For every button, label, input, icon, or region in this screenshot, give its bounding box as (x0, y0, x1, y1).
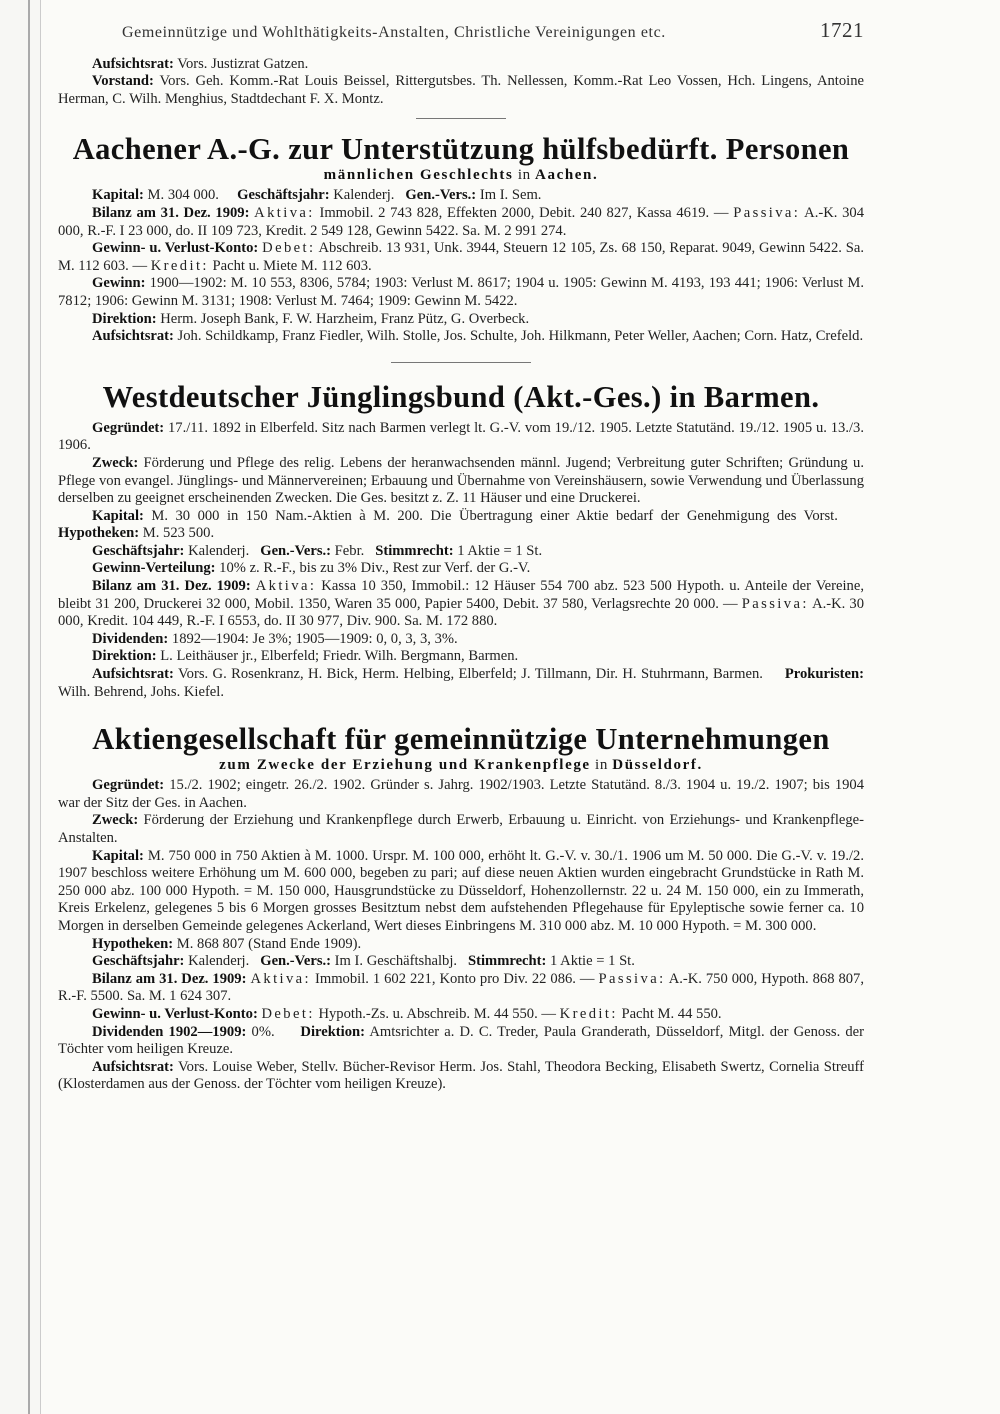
entry2-title: Westdeutscher Jünglingsbund (Akt.-Ges.) in Barmen. (102, 379, 820, 414)
entry3-dividenden-direktion: Dividenden 1902—1909: 0%. Direktion: Amtsrichter a. D. C. Treder, Paula Granderath, Düsseldorf, Mitgl. der Genoss. der Töchter vom heiligen Kreuze. (58, 1023, 865, 1058)
entry3-hypotheken: Hypotheken: M. 868 807 (Stand Ende 1909). (92, 935, 362, 952)
entry3-aufsichtsrat: Aufsichtsrat: Vors. Louise Weber, Stellv. Bücher-Revisor Herm. Jos. Stahl, Theodora Becking, Elisabeth Swertz, Cornelia Streuff (Klosterdamen aus der Genoss. der Töchter vom heiligen Kreuze). (58, 1058, 864, 1093)
section-gap (58, 701, 864, 723)
entry1-gewinn: Gewinn: 1900—1902: M. 10 553, 8306, 5784; 1903: Verlust M. 8617; 1904 u. 1905: Gewinn M. 4193, 193 441; 1906: Verlust M. 7812; 1906: Gewinn M. 3131; 1908: Verlust M. 7464; 1909: Gewinn M. 5422. (58, 275, 864, 309)
prev-aufsichtsrat: Aufsichtsrat: Vors. Justizrat Gatzen. (92, 55, 309, 72)
entry3-geschaeftsjahr-line: Geschäftsjahr: Kalenderj. Gen.-Vers.: Im I. Geschäftshalbj. Stimmrecht: 1 Aktie = 1 St. (92, 953, 635, 970)
entry2-zweck: Zweck: Förderung und Pflege des relig. Lebens der heranwachsenden männl. Jugend; Verbreitung guter Schriften; Gründung u. Pflege von evangel. Jünglings- und Männervereinen; Erbauung und Übernahme von Vereinshäusern, sowie Verwendung und Überlassung derselben zu geeignet erscheinenden Zwecken. Die Ges. besitzt z. Z. 11 Häuser und eine Druckerei. (58, 454, 864, 507)
entry3-zweck: Zweck: Förderung der Erziehung und Krankenpflege durch Erwerb, Erbauung u. Einricht. von Erziehungs- und Krankenpflege-Anstalten. (58, 812, 865, 846)
running-title: Gemeinnützige und Wohlthätigkeits-Anstalten, Christliche Vereinigungen etc. (122, 24, 666, 41)
binding-gutter (0, 0, 41, 1414)
entry2-aufsichtsrat: Aufsichtsrat: Vors. G. Rosenkranz, H. Bick, Herm. Helbing, Elberfeld; J. Tillmann, Dir. H. Stuhrmann, Barmen. Prokuristen: Wilh. Behrend, Johs. Kiefel. (58, 666, 864, 700)
entry3-gegruendet: Gegründet: 15./2. 1902; eingetr. 26./2. 1902. Gründer s. Jahrg. 1902/1903. Letzte Statutänd. 8./3. 1904 u. 19./2. 1907; bis 1904 war der Sitz der Ges. in Aachen. (58, 777, 865, 811)
running-header (58, 18, 864, 42)
entry2-gegruendet: Gegründet: 17./11. 1892 in Elberfeld. Sitz nach Barmen verlegt lt. G.-V. vom 19./12. 1905. Letzte Statutänd. 19./12. 1905 u. 13./3. 1906. (58, 419, 864, 454)
entry1-kapital-line: Kapital: M. 304 000. Geschäftsjahr: Kalenderj. Gen.-Vers.: Im I. Sem. (92, 187, 542, 204)
gutter-line (28, 0, 30, 1414)
entry1-aufsichtsrat: Aufsichtsrat: Joh. Schildkamp, Franz Fiedler, Wilh. Stolle, Jos. Schulte, Joh. Hilkmann, Peter Weller, Aachen; Corn. Hatz, Crefeld. (92, 328, 864, 345)
entry1-direktion: Direktion: Herm. Joseph Bank, F. W. Harzheim, Franz Pütz, G. Overbeck. (92, 310, 530, 327)
prev-vorstand: Vorstand: Vors. Geh. Komm.-Rat Louis Beissel, Rittergutsbes. Th. Nellessen, Komm.-Rat Leo Vossen, Hch. Lingens, Antoine Herman, C. Wilh. Menghius, Stadtdechant F. X. Montz. (58, 73, 864, 107)
entry2-direktion: Direktion: L. Leithäuser jr., Elberfeld; Friedr. Wilh. Bergmann, Barmen. (92, 648, 519, 665)
section-divider (416, 118, 506, 119)
entry2-geschaeftsjahr-line: Geschäftsjahr: Kalenderj. Gen.-Vers.: Febr. Stimmrecht: 1 Aktie = 1 St. (92, 542, 543, 559)
entry1-guv: Gewinn- u. Verlust-Konto: Debet: Abschreib. 13 931, Unk. 3944, Steuern 12 105, Zs. 68 150, Reparat. 9049, Gewinn 5422. Sa. M. 112 603. — Kredit: Pacht u. Miete M. 112 603. (58, 240, 865, 274)
page (58, 18, 865, 1094)
page-number: 1721 (820, 18, 864, 42)
section-divider (391, 362, 531, 363)
entry3-subtitle: zum Zwecke der Erziehung und Krankenpflege in Düsseldorf. (219, 757, 703, 774)
entry2-gewinnverteilung: Gewinn-Verteilung: 10% z. R.-F., bis zu 3% Div., Rest zur Verf. der G.-V. (92, 560, 531, 577)
entry3-bilanz: Bilanz am 31. Dez. 1909: Aktiva: Immobil. 1 602 221, Konto pro Div. 22 086. — Passiva: A.-K. 750 000, Hypoth. 868 807, R.-F. 5500. Sa. M. 1 624 307. (58, 970, 865, 1005)
entry3-kapital: Kapital: M. 750 000 in 750 Aktien à M. 1000. Urspr. M. 100 000, erhöht lt. G.-V. v. 30./1. 1906 um M. 50 000. Die G.-V. v. 19./2. 1907 beschloss weitere Erhöhung um M. 600 000, begeben zu pari; auf diese neuen Aktien wurden eingebracht Grundstücke in Rath M. 250 000 abz. 100 000 Hypoth. = M. 150 000, Hausgrundstücke zu Düsseldorf, Hohenzollernstr. 22 u. 24 M. 150 000, ein zu Immerath, Kreis Erkelenz, gelegenes 5 bis 6 Morgen grosses Besitztum nebst dem aufstehenden Pflegehause für Epyleptische sowie ferner ca. 10 Morgen in derselben Gemeinde gelegenes Ackerland, Wert dieses Einbringens M. 310 000 abz. M. 10 000 Hypoth. = M. 300 000. (58, 847, 864, 934)
entry3-guv: Gewinn- u. Verlust-Konto: Debet: Hypoth.-Zs. u. Abschreib. M. 44 550. — Kredit: Pacht M. 44 550. (92, 1005, 722, 1022)
entry1-subtitle: männlichen Geschlechts in Aachen. (323, 167, 599, 184)
entry3-title: Aktiengesellschaft für gemeinnützige Unternehmungen (92, 722, 830, 757)
entry1-bilanz: Bilanz am 31. Dez. 1909: Aktiva: Immobil. 2 743 828, Effekten 2000, Debit. 240 827, Kassa 4619. — Passiva: A.-K. 304 000, R.-F. I 23 000, do. II 109 723, Kredit. 2 549 128, Gewinn 5422. Sa. M. 2 991 274. (58, 204, 865, 239)
entry2-kapital: Kapital: M. 30 000 in 150 Nam.-Aktien à M. 200. Die Übertragung einer Aktie bedarf der Genehmigung des Vorst. Hypotheken: M. 523 500. (58, 507, 838, 542)
entry1-title: Aachener A.-G. zur Unterstützung hülfsbedürft. Personen (72, 132, 850, 167)
entry2-dividenden: Dividenden: 1892—1904: Je 3%; 1905—1909: 0, 0, 3, 3, 3%. (92, 630, 458, 647)
entry2-bilanz: Bilanz am 31. Dez. 1909: Aktiva: Kassa 10 350, Immobil.: 12 Häuser 554 700 abz. 523 500 Hypoth. u. Anteile der Vereine, bleibt 31 200, Druckerei 32 000, Mobil. 1350, Waren 35 000, Papier 5400, Debit. 37 580, Verlagsrechte 20 000. — Passiva: A.-K. 30 000, Kredit. 104 449, R.-F. I 6553, do. II 30 977, Div. 900. Sa. M. 172 880. (58, 578, 865, 630)
